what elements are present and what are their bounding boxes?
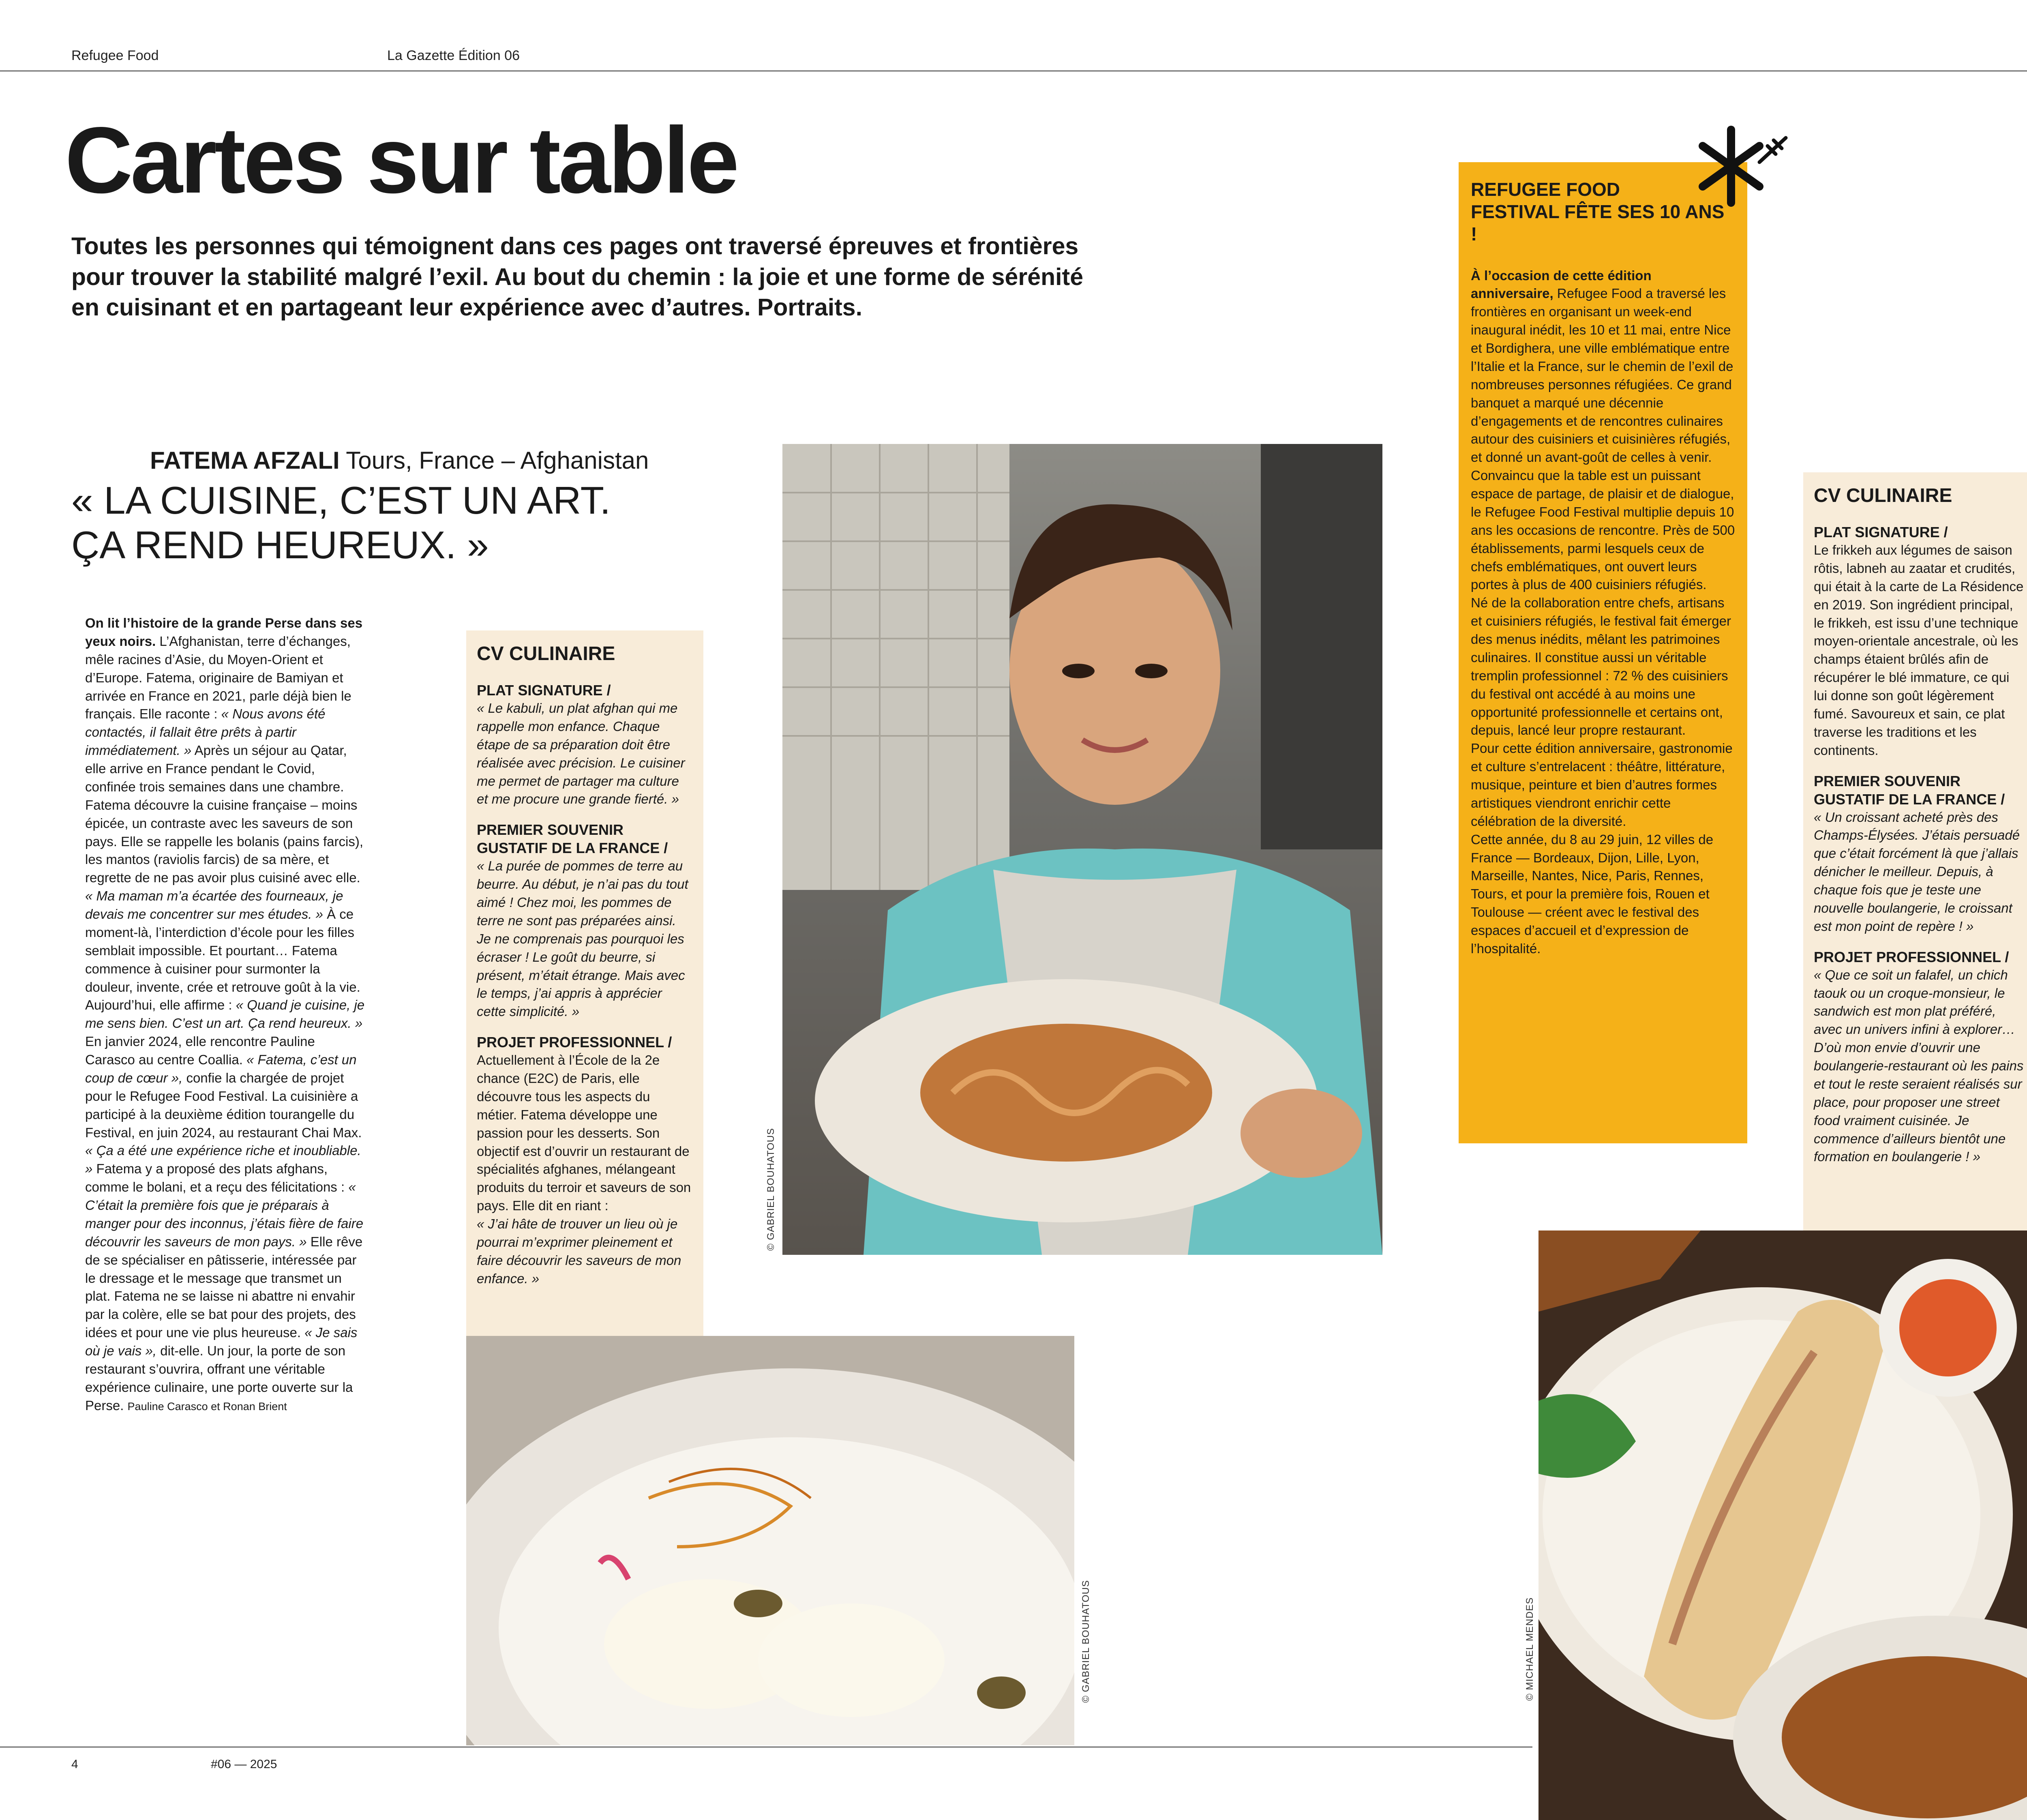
header-section: Refugee Food — [71, 48, 159, 63]
cv-haitham-title: CV CULINAIRE — [1814, 485, 1952, 506]
fatema-body-2: Après un séjour au Qatar, elle arrive en France pendant le Covid, confinée trois semaines dans une chambre. Fatema découvre la cuisine française – moins épicée, un contraste avec les saveurs de son pays. Elle se rappelle les bolanis (pains farcis), les mantos (raviolis farcis) de sa mère, et regrette de ne pas avoir plus cuisiné avec elle. — [85, 743, 363, 885]
fatema-body-2-quote: « Ma maman m’a écartée des fourneaux, je devais me concentrer sur mes études. » — [85, 888, 343, 922]
cv-fatema-box — [466, 630, 703, 1360]
fatema-photo — [782, 444, 1382, 1255]
page-number-left: 4 — [71, 1758, 78, 1771]
fatema-photo-credit: © GABRIEL BOUHATOUS — [765, 1128, 776, 1251]
fatema-body-8: dit-elle. Un jour, la porte de son restaurant s’ouvrira, offrant une véritable expérience culinaire, une porte ouverte sur la Perse. — [85, 1343, 353, 1413]
fatema-lead: On lit l’histoire de la grande Perse dans ses yeux noirs. — [85, 615, 363, 649]
festival-title-line2: FESTIVAL FÊTE SES 10 ANS ! — [1471, 201, 1725, 245]
festival-lead: À l’occasion de cette édition anniversaire, — [1471, 268, 1652, 301]
cv-fatema-h2: PREMIER SOUVENIR GUSTATIF DE LA FRANCE / — [477, 821, 668, 857]
fatema-quote-line2: ÇA REND HEUREUX. » — [71, 523, 489, 567]
cv-haitham-h2: PREMIER SOUVENIR GUSTATIF DE LA FRANCE / — [1814, 772, 2005, 808]
asterisk-fork-icon — [1699, 122, 1792, 215]
cv-haitham-t3: « Que ce soit un falafel, un chich taouk ou un croque-monsieur, le sandwich est mon plat préféré, avec un univers infini à explorer… D’où mon envie d’ouvrir une boulangerie-restaurant où les pains et tout le reste seraient réalisés sur place, pour proposer une street food vraiment cuisinée. Je commence d’ailleurs bientôt une formation en boulangerie ! » — [1814, 967, 2024, 1164]
fatema-body-7: Elle rêve de se spécialiser en pâtisserie, intéressée par le dressage et le message que transmet un plat. Fatema ne se laisse ni abattre ni envahir par la colère, elle se bat pour des projets, des idées et pour une vie plus heureuse. — [85, 1234, 363, 1340]
fatema-signature: Pauline Carasco et Ronan Brient — [127, 1400, 287, 1413]
festival-text-1: Refugee Food a traversé les frontières en organisant un week-end inaugural inédit, les 10 et 11 mai, entre Nice et Bordighera, une ville emblématique entre l’Italie et la France, sur le chemin de l’exil de nombreuses personnes réfugiées. Ce grand banquet a marqué une décennie d’engagements et de rencontres culinaires autour des cuisiniers et cuisinières réfugiés, et donné un avant-goût de celles à venir. Convaincu que la table est un puissant espace de partage, de plaisir et de dialogue, le Refugee Food Festival multiplie depuis 10 ans les occasions de rencontre. Près de 500 établissements, parmi lesquels ceux de chefs emblématiques, ont ouvert leurs portes à plus de 400 cuisiniers réfugiés. — [1471, 286, 1735, 592]
fatema-body-7-quote: « Je sais où je vais », — [85, 1325, 358, 1358]
fatema-location: Tours, France – Afghanistan — [346, 447, 649, 474]
festival-text-4: Cette année, du 8 au 29 juin, 12 villes de France — Bordeaux, Dijon, Lille, Lyon, Marseille, Nantes, Nice, Paris, Rennes, Tours, et pour la première fois, Rouen et Toulouse — créent avec le festival des espaces d’accueil et d’expression de l’hospitalité. — [1471, 832, 1714, 956]
cv-haitham-t1: Le frikkeh aux légumes de saison rôtis, labneh au zaatar et crudités, qui était à la carte de La Résidence en 2019. Son ingrédient principal, le frikkeh, est issu d’une technique moyen-orientale ancestrale, où les champs étaient brûlés afin de récupérer le blé immature, ce qui lui donne son goût légèrement fumé. Savoureux et sain, ce plat traverse les traditions et les continents. — [1814, 542, 2024, 758]
cv-fatema-t2: « La purée de pommes de terre au beurre. Au début, je n’ai pas du tout aimé ! Chez moi, les pommes de terre ne sont pas préparées ainsi. Je ne comprenais pas pourquoi les écraser ! Le goût du beurre, si présent, m’était étrange. Mais avec le temps, j’ai appris à apprécier cette simplicité. » — [477, 858, 688, 1019]
festival-title-line1: REFUGEE FOOD — [1471, 179, 1620, 200]
fatema-photo-illustration — [782, 444, 1382, 1255]
chapo: Toutes les personnes qui témoignent dans ces pages ont traversé épreuves et frontières pour trouver la stabilité malgré l’exil. Au bout du chemin : la joie et une forme de sérénité en cuisinant et en partageant leur expérience avec d’autres. Portraits. — [71, 233, 1084, 321]
fatema-body-5: confie la chargée de projet pour le Refugee Food Festival. La cuisinière a participé à la deuxième édition tourangelle du Festival, en juin 2024, au restaurant Chai Max. — [85, 1070, 362, 1140]
cv-haitham-h3: PROJET PROFESSIONNEL / — [1814, 948, 2009, 965]
fatema-article — [85, 614, 365, 1415]
issue-left: #06 — 2025 — [211, 1758, 277, 1771]
fatema-quote-line1: « LA CUISINE, C’EST UN ART. — [71, 479, 611, 522]
cv-haitham-h1: PLAT SIGNATURE / — [1814, 524, 1948, 540]
fatema-body-1: L’Afghanistan, terre d’échanges, mêle racines d’Asie, du Moyen-Orient et d’Europe. Fatema, originaire de Bamiyan et arrivée en France en 2021, parle déjà bien le français. Elle raconte : — [85, 633, 351, 722]
fatema-body-1-quote: « Nous avons été contactés, il fallait être prêts à partir immédiatement. » — [85, 706, 326, 758]
festival-text-3: Pour cette édition anniversaire, gastronomie et culture s’entrelacent : théâtre, littérature, musique, peinture et bien d’autres formes artistiques viendront enrichir cette célébration de la diversité. — [1471, 741, 1733, 829]
fatema-quote — [71, 478, 781, 568]
festival-text — [1471, 267, 1735, 958]
fatema-body-3: À ce moment-là, l’interdiction d’école pour les filles semblait impossible. Et pourtant… Fatema commence à cuisiner pour surmonter la douleur, invente, crée et retrouve goût à la vie. Aujourd’hui, elle affirme : — [85, 907, 360, 1013]
fatema-body-4-quote: « Fatema, c’est un coup de cœur », — [85, 1052, 357, 1085]
fatema-byline — [150, 446, 758, 475]
cv-fatema-title: CV CULINAIRE — [477, 643, 615, 665]
fatema-body-6: Fatema y a proposé des plats afghans, comme le bolani, et a reçu des félicitations : — [85, 1161, 345, 1195]
fatema-body-5-quote: « Ça a été une expérience riche et inoubliable. » — [85, 1143, 361, 1177]
cv-haitham-box — [1803, 472, 2027, 1253]
festival-text-2: Né de la collaboration entre chefs, artisans et cuisiniers réfugiés, le festival fait émerger des menus inédits, mêlant les patrimoines culinaires. Il constitue aussi un véritable tremplin professionnel : 72 % des cuisiniers du festival ont accédé à au moins une opportunité professionnelle et certains ont, depuis, lancé leur propre restaurant. — [1471, 595, 1731, 738]
wrap-photo-credit: © MICHAEL MENDES — [1524, 1597, 1535, 1701]
header-publication: La Gazette Édition 06 — [387, 48, 520, 63]
dish-photo — [466, 1336, 1074, 1745]
wrap-photo-illustration — [1538, 1230, 2027, 1820]
fatema-body-3-quote: « Quand je cuisine, je me sens bien. C’est un art. Ça rend heureux. » — [85, 997, 365, 1031]
page-title: Cartes sur table — [65, 108, 737, 213]
cv-fatema-h3: PROJET PROFESSIONNEL / — [477, 1034, 672, 1051]
cv-haitham-t2: « Un croissant acheté près des Champs-Élysées. J’étais persuadé que c’était forcément là que j’allais dénicher le meilleur. Depuis, à chaque fois que je teste une nouvelle boulangerie, le croissant est mon point de repère ! » — [1814, 809, 2020, 934]
fatema-name: FATEMA AFZALI — [150, 447, 340, 474]
wrap-photo — [1538, 1230, 2027, 1820]
cv-fatema-t1: « Le kabuli, un plat afghan qui me rappelle mon enfance. Chaque étape de sa préparation doit être réalisée avec précision. Le cuisiner me permet de partager ma culture et me procure une grande fierté. » — [477, 701, 685, 807]
dish-photo-credit: © GABRIEL BOUHATOUS — [1080, 1580, 1091, 1703]
cv-fatema-t3a: Actuellement à l’École de la 2e chance (E2C) de Paris, elle découvre tous les aspects du métier. Fatema développe une passion pour les desserts. Son objectif est d’ouvrir un restaurant de spécialités afghanes, mélangeant produits du terroir et saveurs de son pays. Elle dit en riant : — [477, 1053, 691, 1213]
dish-photo-illustration — [466, 1336, 1074, 1745]
fatema-body-6-quote: « C’était la première fois que je préparais à manger pour des inconnus, j’étais fière de faire découvrir les saveurs de mon pays. » — [85, 1179, 364, 1249]
cv-fatema-h1: PLAT SIGNATURE / — [477, 682, 611, 699]
fatema-body-4: En janvier 2024, elle rencontre Pauline Carasco au centre Coallia. — [85, 1034, 315, 1067]
festival-box — [1459, 162, 1747, 1143]
cv-fatema-t3b: « J’ai hâte de trouver un lieu où je pourrai m’exprimer pleinement et faire découvrir les saveurs de mon enfance. » — [477, 1216, 681, 1286]
festival-title — [1471, 178, 1735, 246]
